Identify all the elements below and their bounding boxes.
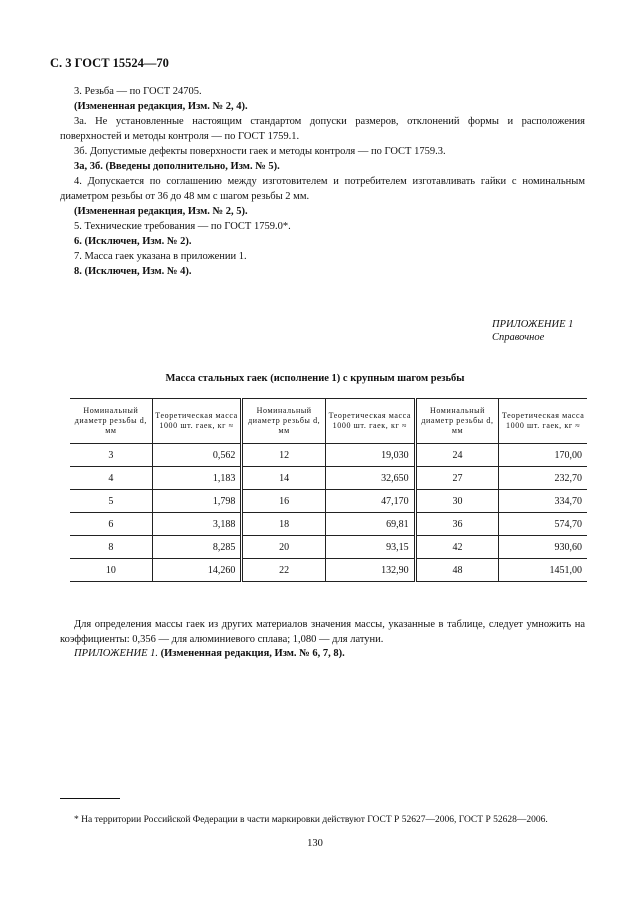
table-cell: 1451,00 [499,559,587,582]
table-cell: 16 [242,490,326,513]
table-cell: 8,285 [152,536,242,559]
table-cell: 132,90 [326,559,416,582]
table-cell: 14,260 [152,559,242,582]
table-cell: 170,00 [499,444,587,467]
table-cell: 5 [70,490,152,513]
table-cell: 27 [415,467,499,490]
header-mass-2: Теоретическая масса 1000 шт. гаек, кг ≈ [326,399,416,444]
appendix-modification-note [74,648,345,659]
table-row [70,536,587,559]
paragraph-5: 5. Технические требования — по ГОСТ 1759.0*. [74,221,291,232]
header-mass-1: Теоретическая масса 1000 шт. гаек, кг ≈ [152,399,242,444]
table-cell: 334,70 [499,490,587,513]
page-header: С. 3 ГОСТ 15524—70 [50,56,169,70]
table-cell: 930,60 [499,536,587,559]
header-diameter-2: Номинальный диаметр резьбы d, мм [242,399,326,444]
table-cell: 12 [242,444,326,467]
table-cell: 4 [70,467,152,490]
table-cell: 69,81 [326,513,416,536]
table-cell: 32,650 [326,467,416,490]
footnote-divider [60,798,120,799]
table-cell: 3 [70,444,152,467]
table-cell: 8 [70,536,152,559]
header-diameter-3: Номинальный диаметр резьбы d, мм [415,399,499,444]
table-header-row [70,399,587,444]
table-cell: 36 [415,513,499,536]
table-cell: 574,70 [499,513,587,536]
table-cell: 18 [242,513,326,536]
table-cell: 22 [242,559,326,582]
table-title: Масса стальных гаек (исполнение 1) с крупным шагом резьбы [165,373,465,384]
table-cell: 47,170 [326,490,416,513]
paragraph-7: 7. Масса гаек указана в приложении 1. [74,251,247,262]
table-row [70,467,587,490]
header-mass-3: Теоретическая масса 1000 шт. гаек, кг ≈ [499,399,587,444]
paragraph-3-revision: (Измененная редакция, Изм. № 2, 4). [74,101,248,112]
modification-text: (Измененная редакция, Изм. № 6, 7, 8). [160,648,345,659]
paragraph-3a: 3а. Не установленные настоящим стандартом допуски размеров, отклонений формы и расположения поверхностей и методы контроля — по ГОСТ 1759.1. [60,116,585,142]
paragraph-4: 4. Допускается по соглашению между изготовителем и потребителем изготавливать гайки с номинальным диаметром резьбы от 36 до 48 мм с шагом резьбы 2 мм. [60,176,585,202]
document-body [60,84,585,279]
paragraph-3a-3b-note: 3а, 3б. (Введены дополнительно, Изм. № 5). [74,161,280,172]
table-cell: 6 [70,513,152,536]
table-cell: 1,798 [152,490,242,513]
paragraph-6: 6. (Исключен, Изм. № 2). [74,236,192,247]
table-cell: 20 [242,536,326,559]
table-cell: 19,030 [326,444,416,467]
paragraph-3b: 3б. Допустимые дефекты поверхности гаек и методы контроля — по ГОСТ 1759.3. [74,146,446,157]
table-cell: 10 [70,559,152,582]
page-number: 130 [307,838,323,849]
paragraph-8: 8. (Исключен, Изм. № 4). [74,266,192,277]
table-cell: 14 [242,467,326,490]
table-row [70,513,587,536]
modification-prefix: ПРИЛОЖЕНИЕ 1. [74,648,158,659]
table-cell: 0,562 [152,444,242,467]
table-cell: 48 [415,559,499,582]
table-cell: 93,15 [326,536,416,559]
paragraph-4-revision: (Измененная редакция, Изм. № 2, 5). [74,206,248,217]
footnote: * На территории Российской Федерации в части маркировки действуют ГОСТ Р 52627—2006, ГОСТ Р 52628—2006. [74,814,548,825]
table-cell: 1,183 [152,467,242,490]
table-row [70,444,587,467]
appendix-heading [492,318,582,344]
table-cell: 42 [415,536,499,559]
appendix-title: ПРИЛОЖЕНИЕ 1 [492,319,574,330]
table-cell: 24 [415,444,499,467]
table-cell: 232,70 [499,467,587,490]
table-cell: 30 [415,490,499,513]
appendix-subtitle: Справочное [492,332,545,343]
paragraph-3: 3. Резьба — по ГОСТ 24705. [74,86,202,97]
mass-table [70,398,587,582]
table-row [70,490,587,513]
coefficient-note: Для определения массы гаек из других материалов значения массы, указанные в таблице, следует умножить на коэффициенты: 0,356 — для алюминиевого сплава; 1,080 — для латуни. [60,618,585,645]
table-cell: 3,188 [152,513,242,536]
header-diameter-1: Номинальный диаметр резьбы d, мм [70,399,152,444]
table-row [70,559,587,582]
